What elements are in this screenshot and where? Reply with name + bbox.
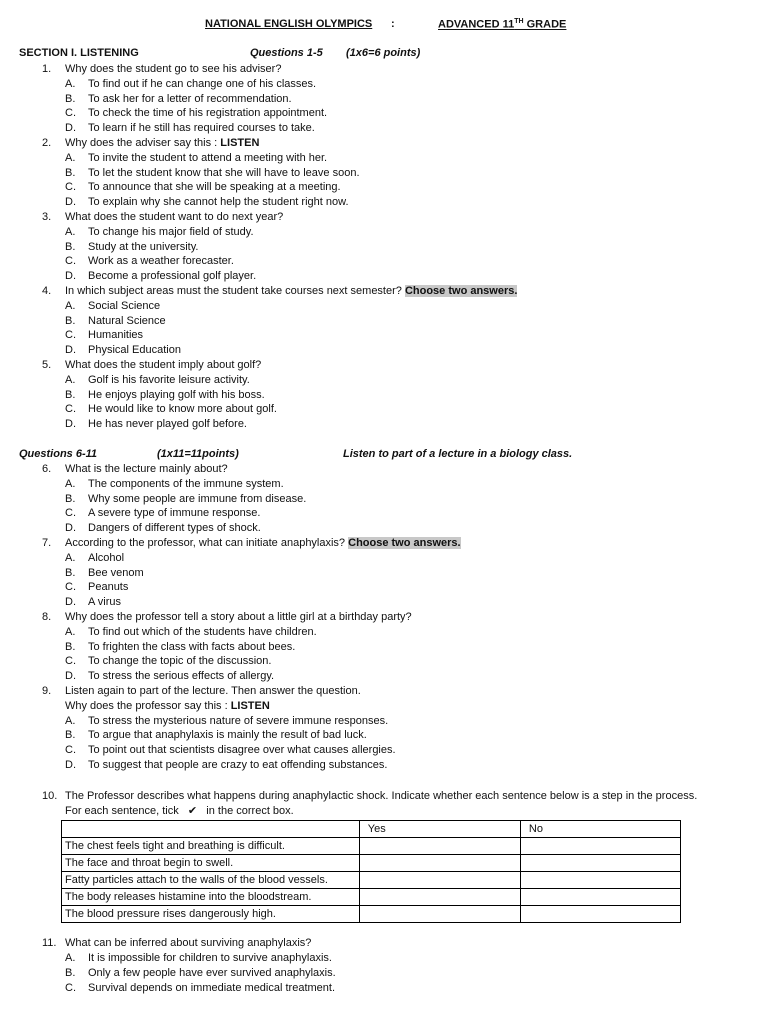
option-letter: D. [65,759,76,771]
option-letter: C. [65,403,76,416]
answer-option [0,151,768,166]
option-text: The components of the immune system. [88,477,284,490]
document-header [0,18,768,34]
question-stem: Why does the student go to see his adviser? [65,63,282,75]
answer-option [0,121,768,136]
option-text: To point out that scientists disagree over what causes allergies. [88,744,396,757]
question-number: 10. [42,790,58,802]
option-letter: D. [65,522,76,535]
answer-option [0,966,768,981]
question-text [65,284,517,299]
no-checkbox-cell[interactable] [520,838,680,855]
question-stem: Why does the adviser say this : [65,137,221,149]
option-text: Golf is his favorite leisure activity. [88,373,250,386]
option-text: Alcohol [88,551,125,564]
table-row [62,838,681,855]
question-text [65,536,461,551]
statement-cell: The body releases histamine into the bloodstream. [62,889,360,906]
section-title: SECTION I. LISTENING [19,47,139,59]
option-text: Only a few people have ever survived anaphylaxis. [88,967,336,979]
answer-option [0,225,768,240]
option-text: Bee venom [88,566,144,579]
option-text: To frighten the class with facts about bees. [88,640,296,653]
yes-checkbox-cell[interactable] [359,855,520,872]
question-text: What can be inferred about surviving anaphylaxis? [65,937,312,949]
option-text: Humanities [88,329,144,342]
answer-option [0,669,768,684]
yes-checkbox-cell[interactable] [359,872,520,889]
answer-option [0,417,768,432]
option-text: A severe type of immune response. [88,507,261,520]
option-letter: A. [65,373,76,386]
question-followup [65,699,270,714]
yes-checkbox-cell[interactable] [359,889,520,906]
listen-cue: LISTEN [230,699,270,712]
answer-option [0,299,768,314]
olympics-title: NATIONAL ENGLISH OLYMPICS [205,18,373,30]
choose-two-note: Choose two answers. [404,285,518,297]
option-letter: C. [65,107,76,120]
option-letter: A. [65,952,76,964]
option-text: It is impossible for children to survive anaphylaxis. [88,952,332,964]
option-text: To ask her for a letter of recommendation. [88,92,292,105]
answer-option [0,492,768,507]
question-text [65,610,412,625]
answer-option [0,743,768,758]
option-text: Social Science [88,299,161,312]
option-text: He has never played golf before. [88,418,247,431]
question-number: 8. [42,611,52,623]
option-letter: D. [65,122,76,135]
grade-label: ADVANCED 11TH GRADE [438,18,567,31]
option-text: To invite the student to attend a meeting with her. [88,151,328,164]
answer-option [0,254,768,269]
question-stem: What does the student imply about golf? [65,359,262,371]
question-number: 9. [42,685,52,697]
followup-stem: Why does the professor say this : [65,699,231,712]
answer-option [0,595,768,610]
no-checkbox-cell[interactable] [520,906,680,923]
option-letter: A. [65,77,76,90]
option-text: To explain why she cannot help the student right now. [88,196,349,209]
question-stem: What does the student want to do next year? [65,211,284,223]
option-letter: B. [65,314,76,327]
option-letter: A. [65,299,76,312]
header-no: No [520,821,680,838]
section-1-heading [0,47,768,62]
answer-option [0,269,768,284]
statement-cell: The blood pressure rises dangerously high. [62,906,360,923]
header-blank [62,821,360,838]
answer-option [0,402,768,417]
answer-option [0,328,768,343]
answer-option [0,566,768,581]
answer-option [0,373,768,388]
option-letter: B. [65,492,76,505]
question-number: 7. [42,537,52,549]
option-letter: B. [65,388,76,401]
question-number: 6. [42,463,52,475]
question-stem: In which subject areas must the student take courses next semester? [65,285,405,297]
option-letter: A. [65,151,76,164]
question-text [65,62,281,77]
option-text: To stress the serious effects of allergy. [88,670,275,683]
answer-option [0,728,768,743]
answer-option [0,580,768,595]
tick-instruction: For each sentence, tick ✔ in the correct box. [65,805,294,817]
answer-option [0,981,768,996]
option-letter: B. [65,566,76,579]
answer-option [0,714,768,729]
choose-two-note: Choose two answers. [348,537,461,549]
question-number: 5. [42,359,52,371]
answer-option [0,506,768,521]
header-colon: : [391,18,395,30]
option-letter: D. [65,196,76,209]
listen-cue: LISTEN [220,137,260,149]
option-text: Survival depends on immediate medical treatment. [88,982,336,994]
yes-no-table [61,820,681,923]
option-text: To let the student know that she will have to leave soon. [88,166,360,179]
option-letter: B. [65,240,76,253]
no-checkbox-cell[interactable] [520,855,680,872]
statement-cell: The face and throat begin to swell. [62,855,360,872]
option-letter: C. [65,507,76,520]
option-text: To change his major field of study. [88,225,254,238]
option-letter: D. [65,596,76,609]
option-text: To stress the mysterious nature of severe immune responses. [88,714,389,727]
option-text: Become a professional golf player. [88,270,257,283]
option-text: He would like to know more about golf. [88,403,277,416]
option-letter: C. [65,329,76,342]
option-text: Physical Education [88,344,181,357]
option-letter: D. [65,418,76,431]
answer-option [0,551,768,566]
question-number: 1. [42,63,52,75]
question-text [65,210,283,225]
question-stem: According to the professor, what can initiate anaphylaxis? [65,537,349,549]
answer-option [0,343,768,358]
answer-option [0,477,768,492]
no-checkbox-cell[interactable] [520,872,680,889]
option-letter: A. [65,625,76,638]
answer-option [0,654,768,669]
option-text: To argue that anaphylaxis is mainly the result of bad luck. [88,729,367,742]
option-letter: C. [65,181,76,194]
option-text: Dangers of different types of shock. [88,522,261,535]
question-number: 3. [42,211,52,223]
option-letter: D. [65,670,76,683]
question-text [65,358,261,373]
option-letter: D. [65,344,76,357]
answer-option [0,180,768,195]
section-2-heading [0,448,768,463]
question-number: 2. [42,137,52,149]
option-letter: B. [65,166,76,179]
option-letter: A. [65,714,76,727]
option-text: Natural Science [88,314,166,327]
question-stem: Listen again to part of the lecture. Then answer the question. [65,685,361,697]
option-text: To suggest that people are crazy to eat offending substances. [88,759,388,771]
check-mark-icon: ✔ [187,805,198,817]
option-letter: A. [65,477,76,490]
question-text [65,684,361,699]
option-letter: A. [65,225,76,238]
question-text [65,136,259,151]
question-text: The Professor describes what happens during anaphylactic shock. Indicate whether each sentence below is a step in the process. [65,790,698,802]
header-yes: Yes [359,821,520,838]
yes-checkbox-cell[interactable] [359,906,520,923]
statement-cell: The chest feels tight and breathing is difficult. [62,838,360,855]
option-letter: C. [65,982,76,994]
option-text: To announce that she will be speaking at a meeting. [88,181,341,194]
lecture-instruction: Listen to part of a lecture in a biology class. [343,448,573,460]
answer-option [0,521,768,536]
option-text: To find out if he can change one of his classes. [88,77,317,90]
points-label: (1x6=6 points) [346,47,421,59]
answer-option [0,951,768,966]
question-stem: What is the lecture mainly about? [65,463,228,475]
option-letter: B. [65,967,76,979]
option-letter: C. [65,655,76,668]
answer-option [0,77,768,92]
answer-option [0,92,768,107]
option-text: Peanuts [88,581,129,594]
option-letter: B. [65,640,76,653]
option-text: Why some people are immune from disease. [88,492,307,505]
answer-option [0,758,768,773]
answer-option [0,314,768,329]
option-letter: D. [65,270,76,283]
table-header-row [62,821,681,838]
statement-cell: Fatty particles attach to the walls of the blood vessels. [62,872,360,889]
question-range: Questions 1-5 [250,47,323,59]
option-text: A virus [88,596,122,609]
option-letter: B. [65,92,76,105]
option-letter: A. [65,551,76,564]
points-label-2: (1x11=11points) [157,448,239,460]
no-checkbox-cell[interactable] [520,889,680,906]
option-text: Study at the university. [88,240,199,253]
answer-option [0,195,768,210]
table-row [62,906,681,923]
option-letter: C. [65,255,76,268]
option-text: To change the topic of the discussion. [88,655,272,668]
option-text: He enjoys playing golf with his boss. [88,388,265,401]
option-text: To learn if he still has required courses to take. [88,122,315,135]
table-row [62,872,681,889]
question-stem: Why does the professor tell a story about a little girl at a birthday party? [65,611,412,623]
table-row [62,855,681,872]
option-letter: C. [65,581,76,594]
question-text [65,462,228,477]
answer-option [0,388,768,403]
answer-option [0,625,768,640]
option-letter: C. [65,744,76,757]
option-text: To check the time of his registration appointment. [88,107,328,120]
option-text: Work as a weather forecaster. [88,255,234,268]
answer-option [0,166,768,181]
answer-option [0,640,768,655]
table-row [62,889,681,906]
yes-checkbox-cell[interactable] [359,838,520,855]
answer-option [0,106,768,121]
option-letter: B. [65,729,76,742]
question-number: 11. [42,937,57,949]
option-text: To find out which of the students have children. [88,625,317,638]
answer-option [0,240,768,255]
question-number: 4. [42,285,52,297]
question-range-2: Questions 6-11 [19,448,98,460]
